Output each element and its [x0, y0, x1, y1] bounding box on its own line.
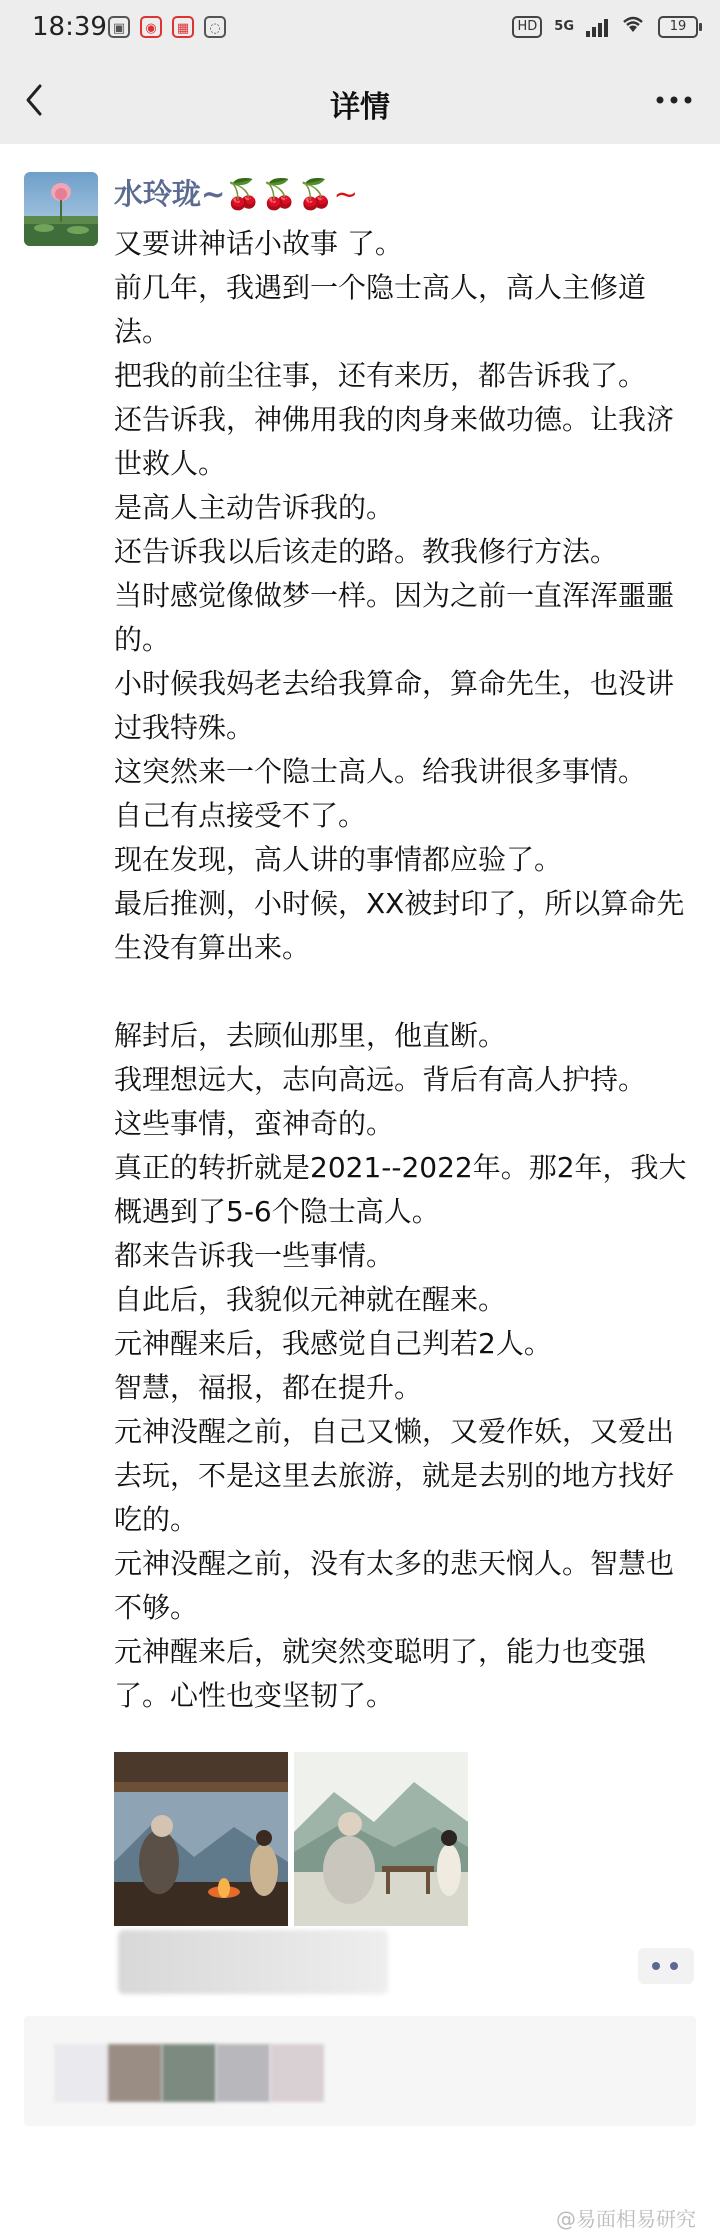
- post-line: 当时感觉像做梦一样。因为之前一直浑浑噩噩的。: [114, 579, 675, 656]
- page-title: 详情: [330, 90, 390, 125]
- post-line: 这突然来一个隐士高人。给我讲很多事情。: [114, 755, 647, 788]
- like-avatar[interactable]: [54, 2044, 108, 2102]
- post-line: 真正的转折就是2021--2022年。那2年，我大概遇到了5-6个隐士高人。: [114, 1151, 687, 1228]
- post-photo-2[interactable]: [294, 1752, 468, 1926]
- post-photo-1[interactable]: [114, 1752, 288, 1926]
- post-line: 元神没醒之前，没有太多的悲天悯人。智慧也不够。: [114, 1547, 675, 1624]
- post-line: 小时候我妈老去给我算命，算命先生，也没讲过我特殊。: [114, 667, 675, 744]
- author-name[interactable]: [114, 172, 358, 213]
- link-app-icon: ◌: [204, 16, 226, 38]
- post-line: 现在发现，高人讲的事情都应验了。: [114, 843, 563, 876]
- post-photos: [114, 1752, 468, 1926]
- like-avatar[interactable]: [216, 2044, 270, 2102]
- post-line: 都来告诉我一些事情。: [114, 1239, 395, 1272]
- post-line: 我理想远大，志向高远。背后有高人护持。: [114, 1063, 647, 1096]
- post-line: 解封后，去顾仙那里，他直断。: [114, 1019, 507, 1052]
- post-line: [114, 970, 690, 1014]
- post-line: 是高人主动告诉我的。: [114, 491, 395, 524]
- watermark: @易面相易研究: [556, 2207, 696, 2231]
- comment-dots-icon[interactable]: [638, 1948, 694, 1984]
- post-text: [114, 222, 690, 1718]
- wifi-icon: [620, 14, 646, 39]
- post-line: 这些事情，蛮神奇的。: [114, 1107, 395, 1140]
- avatar[interactable]: [24, 172, 98, 246]
- nav-bar: [0, 56, 720, 144]
- post-line: 还告诉我，神佛用我的肉身来做功德。让我济世救人。: [114, 403, 675, 480]
- more-dots-icon[interactable]: [654, 86, 694, 114]
- signal-bars-icon: [586, 17, 608, 37]
- post-line: 最后推测，小时候，XX被封印了，所以算命先生没有算出来。: [114, 887, 685, 964]
- post-line: 元神醒来后，就突然变聪明了，能力也变强了。心性也变坚韧了。: [114, 1635, 647, 1712]
- blurred-location-text: [118, 1930, 388, 1994]
- post-line: 又要讲神话小故事 了。: [114, 227, 403, 260]
- post-line: 还告诉我以后该走的路。教我修行方法。: [114, 535, 619, 568]
- like-avatar[interactable]: [108, 2044, 162, 2102]
- app-notification-icon: ▣: [108, 16, 130, 38]
- status-bar: [0, 0, 720, 56]
- network-type-label: 5G: [554, 19, 574, 34]
- post-line: 智慧，福报，都在提升。: [114, 1371, 423, 1404]
- like-avatar[interactable]: [162, 2044, 216, 2102]
- post-line: 自此后，我貌似元神就在醒来。: [114, 1283, 507, 1316]
- post-line: 元神醒来后，我感觉自己判若2人。: [114, 1327, 552, 1360]
- author-name-suffix: 🍒🍒🍒~: [225, 177, 358, 211]
- status-time: 18:39: [32, 12, 107, 42]
- author-name-text: 水玲珑~: [114, 177, 226, 211]
- post-line: 元神没醒之前，自己又懒，又爱作妖，又爱出去玩，不是这里去旅游，就是去别的地方找好吃的。: [114, 1415, 675, 1536]
- hd-icon: HD: [512, 16, 542, 38]
- like-avatar[interactable]: [270, 2044, 324, 2102]
- likes-area: [24, 2016, 696, 2126]
- post-line: 自己有点接受不了。: [114, 799, 367, 832]
- news-app-icon: ▦: [172, 16, 194, 38]
- weibo-icon: ◉: [140, 16, 162, 38]
- battery-icon: 19: [658, 16, 698, 38]
- notification-icons: [108, 16, 226, 38]
- status-right: [512, 14, 698, 39]
- post-line: 前几年，我遇到一个隐士高人，高人主修道法。: [114, 271, 647, 348]
- post-line: 把我的前尘往事，还有来历，都告诉我了。: [114, 359, 647, 392]
